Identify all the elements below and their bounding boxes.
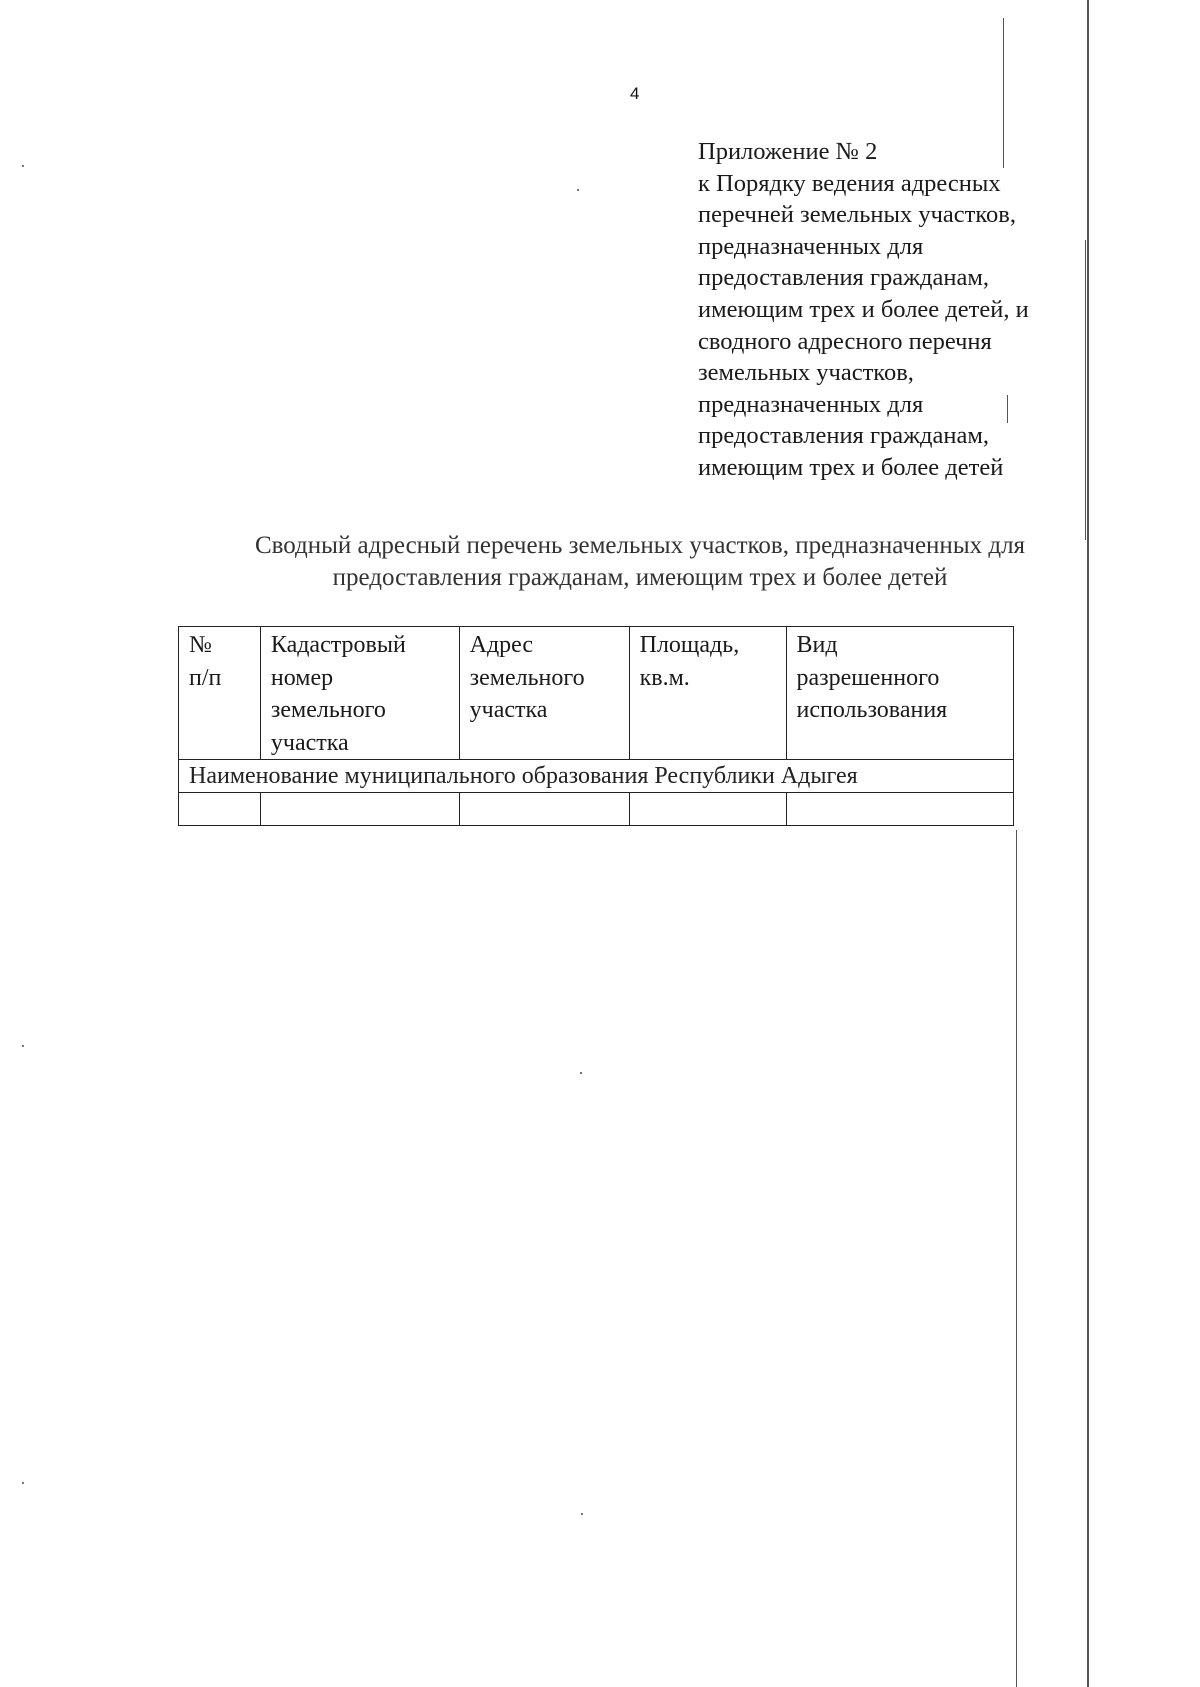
appendix-line: предназначенных для (698, 232, 924, 260)
appendix-line: к Порядку ведения адресных (698, 169, 1001, 197)
header-text: использования (796, 697, 948, 724)
table-cell (786, 793, 1013, 826)
appendix-line: имеющим трех и более детей (698, 453, 1004, 481)
header-text: п/п (189, 664, 222, 691)
scan-speck (22, 1482, 24, 1484)
header-text: № (189, 632, 212, 658)
header-text: Кадастровый (270, 632, 406, 658)
scan-speck (577, 189, 579, 191)
header-text: Адрес (469, 632, 534, 658)
header-text: кв.м. (639, 664, 690, 691)
appendix-line: имеющим трех и более детей, и (698, 295, 1029, 323)
table-row (179, 793, 1014, 826)
scan-speck (22, 1045, 24, 1047)
header-cell-number (179, 627, 261, 760)
scan-speck (580, 1072, 582, 1074)
scan-margin-line (1016, 830, 1017, 1687)
header-text: разрешенного (796, 664, 940, 691)
appendix-line: предоставления гражданам, (698, 264, 990, 292)
document-title (180, 530, 1100, 594)
header-text: земельного (270, 697, 386, 724)
table-cell (179, 793, 261, 826)
header-text: участка (469, 697, 548, 724)
table-cell (459, 793, 629, 826)
header-cell-cadastral-number (260, 627, 459, 760)
scan-speck (581, 1513, 583, 1515)
appendix-line: Приложение № 2 (698, 138, 878, 165)
appendix-line: перечней земельных участков, (698, 201, 1016, 229)
header-text: Вид (796, 632, 838, 658)
header-text: Площадь, (639, 632, 740, 658)
municipality-row (179, 760, 1014, 793)
page-number: 4 (630, 84, 640, 103)
document-title-line-2: предоставления гражданам, имеющим трех и более детей (332, 564, 948, 591)
table-cell (260, 793, 459, 826)
table-cell (629, 793, 786, 826)
land-plots-table (178, 626, 1014, 826)
appendix-line: сводного адресного перечня (698, 327, 992, 355)
header-text: земельного (469, 664, 585, 691)
header-text: участка (270, 729, 349, 756)
appendix-line: предоставления гражданам, (698, 422, 990, 450)
appendix-line: земельных участков, (698, 359, 914, 387)
table-header-row (179, 627, 1014, 760)
header-cell-address (459, 627, 629, 760)
header-cell-permitted-use (786, 627, 1013, 760)
header-cell-area (629, 627, 786, 760)
appendix-line: предназначенных для (698, 390, 924, 418)
scan-speck (22, 165, 24, 167)
document-title-line-1: Сводный адресный перечень земельных участков, предназначенных для (254, 532, 1026, 559)
municipality-cell: Наименование муниципального образования Республики Адыгея (179, 760, 1014, 793)
header-text: номер (270, 664, 334, 691)
appendix-heading (698, 136, 1098, 484)
